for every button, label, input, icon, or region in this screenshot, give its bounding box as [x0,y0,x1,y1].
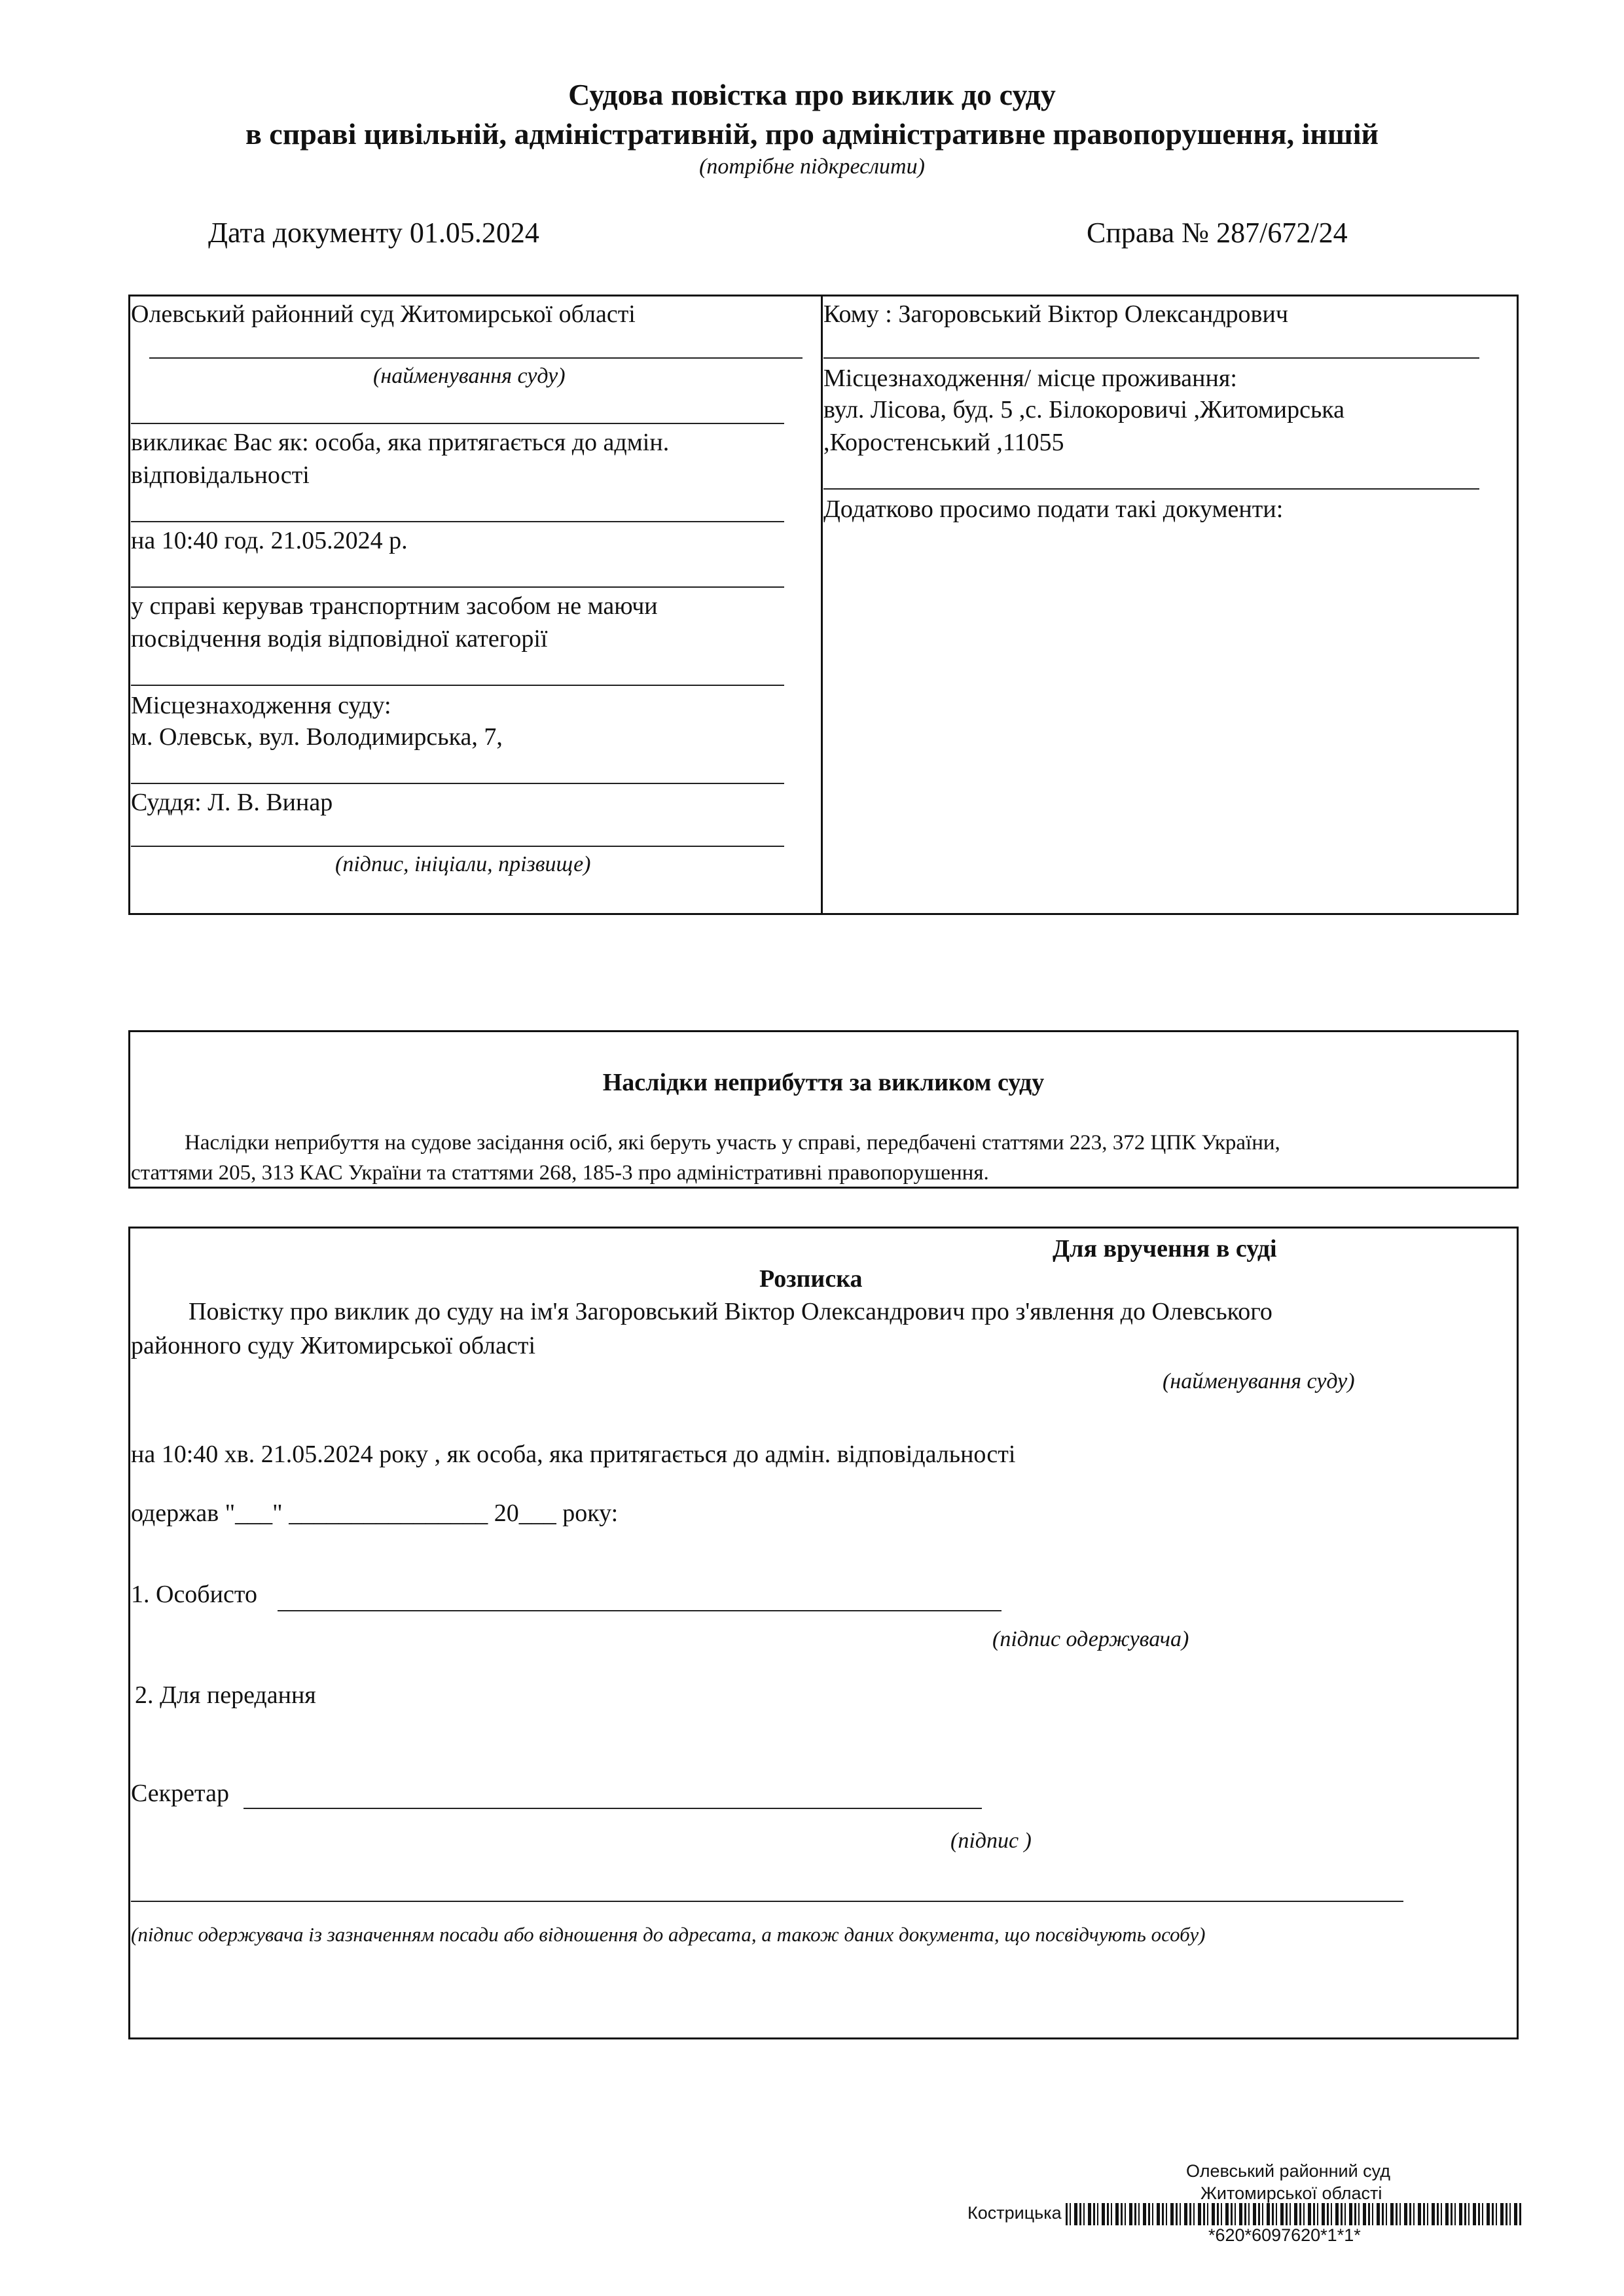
court-name-underline [149,357,803,359]
divider [131,521,784,522]
additional-documents: Додатково просимо подати такі документи: [823,495,1284,523]
summons-as-cont: відповідальності [131,461,310,489]
column-divider [821,295,823,915]
court-location-label: Місцезнаходження суду: [131,692,391,719]
judge-name: Суддя: Л. В. Винар [131,789,333,816]
residence-address: вул. Лісова, буд. 5 ,с. Білокоровичі ,Житомирська [823,396,1345,423]
court-name-caption: (найменування суду) [373,364,566,388]
receipt-text-cont: районного суду Житомирської області [131,1332,536,1359]
addressee-underline [823,357,1479,359]
divider [131,783,784,784]
stamp-court-name: Олевський районний суд [1186,2161,1391,2181]
case-description-cont: посвідчення водія відповідної категорії [131,625,548,653]
barcode [1066,2203,1523,2225]
for-court-delivery: Для вручення в суді [1053,1235,1277,1263]
stamp-court-region: Житомирської області [1200,2183,1382,2203]
case-number: Справа № 287/672/24 [1087,217,1348,249]
signature-line [131,846,784,847]
recipient-signature-caption: (підпис одержувача) [992,1627,1189,1651]
document-title: Судова повістка про виклик до суду [568,78,1056,111]
footnote-line [131,1901,1403,1902]
consequences-text-cont: статтями 205, 313 КАС України та статтями 268, 185-3 про адміністративні правопорушення. [131,1161,989,1185]
receipt-court-caption: (найменування суду) [1163,1369,1355,1393]
document-subtitle: (потрібне підкреслити) [699,154,925,179]
divider [131,685,784,686]
document-date: Дата документу 01.05.2024 [208,217,539,249]
barcode-code: *620*6097620*1*1* [1208,2225,1361,2245]
consequences-heading: Наслідки неприбуття за викликом суду [602,1069,1045,1096]
secretary-signature-line [244,1808,982,1809]
receipt-footnote: (підпис одержувача із зазначенням посади або відношення до адресата, а також даних документа, що посвідчують особу) [131,1923,1206,1946]
summons-as: викликає Вас як: особа, яка притягається до адмін. [131,429,670,456]
received-date-line: одержав "___" ________________ 20___ року: [131,1499,619,1527]
recipient-signature-line [278,1610,1001,1611]
secretary-signature-caption: (підпис ) [950,1829,1032,1853]
hearing-time: на 10:40 год. 21.05.2024 р. [131,527,408,554]
case-description: у справі керував транспортним засобом не маючи [131,592,658,620]
document-title-line2: в справі цивільній, адміністративній, про адміністративне правопорушення, іншій [245,117,1379,151]
consequences-text: Наслідки неприбуття на судове засідання осіб, які беруть участь у справі, передбачені статтями 223, 372 ЦПК України, [185,1131,1280,1155]
court-location: м. Олевськ, вул. Володимирська, 7, [131,723,503,751]
divider [823,488,1479,490]
receipt-text: Повістку про виклик до суду на ім'я Загоровський Віктор Олександрович про з'явлення до Олевського [189,1298,1272,1325]
secretary-label: Секретар [131,1780,229,1807]
stamp-clerk-name: Кострицька [967,2203,1062,2223]
signature-caption: (підпис, ініціали, прізвище) [335,852,591,876]
personally-label: 1. Особисто [131,1581,257,1608]
for-transfer-label: 2. Для передання [135,1681,316,1709]
divider [131,586,784,588]
residence-label: Місцезнаходження/ місце проживання: [823,365,1237,392]
receipt-hearing-time: на 10:40 хв. 21.05.2024 року , як особа, яка притягається до адмін. відповідальності [131,1441,1016,1468]
receipt-heading: Розписка [759,1265,863,1293]
court-name: Олевський районний суд Житомирської області [131,300,636,328]
residence-address-cont: ,Коростенський ,11055 [823,429,1064,456]
divider [131,423,784,424]
addressee: Кому : Загоровський Віктор Олександрович [823,300,1288,328]
